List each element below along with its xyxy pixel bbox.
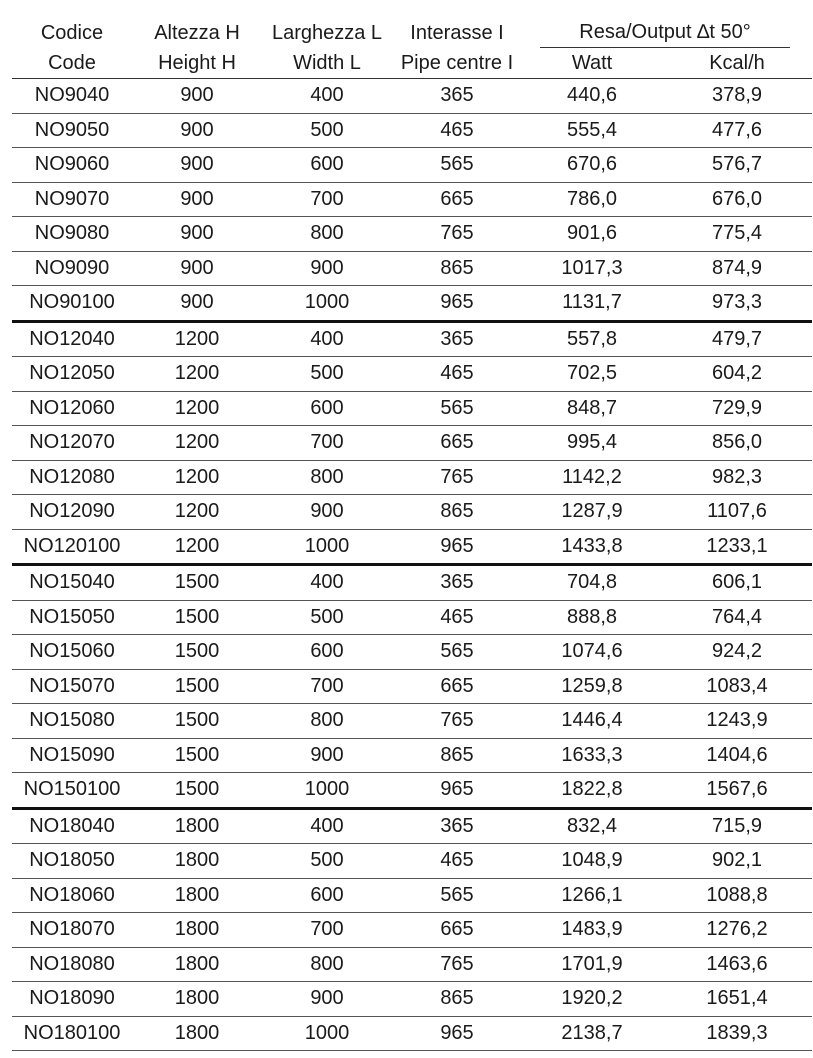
cell-pipe-centre: 665: [392, 426, 522, 461]
table-row: [12, 565, 812, 601]
table-header: [12, 18, 812, 79]
cell-watt: 1483,9: [522, 913, 662, 948]
cell-watt: 1701,9: [522, 947, 662, 982]
cell-kcal: 676,0: [662, 182, 812, 217]
cell-height: 1800: [132, 947, 262, 982]
header-height-it: Altezza H: [154, 22, 240, 44]
cell-width: 800: [262, 217, 392, 252]
cell-pipe-centre: 665: [392, 913, 522, 948]
cell-height: 900: [132, 182, 262, 217]
cell-height: 900: [132, 251, 262, 286]
cell-watt: 1074,6: [522, 635, 662, 670]
cell-height: 1200: [132, 321, 262, 357]
cell-watt: 995,4: [522, 426, 662, 461]
cell-width: 900: [262, 738, 392, 773]
cell-width: 800: [262, 704, 392, 739]
table-row: [12, 495, 812, 530]
cell-code: NO180100: [12, 1016, 132, 1051]
cell-kcal: 1243,9: [662, 704, 812, 739]
spec-table: [12, 18, 812, 1051]
cell-pipe-centre: 365: [392, 321, 522, 357]
header-output-group: [522, 18, 812, 48]
cell-pipe-centre: 965: [392, 1016, 522, 1051]
cell-height: 1800: [132, 982, 262, 1017]
cell-code: NO15080: [12, 704, 132, 739]
cell-code: NO18040: [12, 808, 132, 844]
cell-kcal: 856,0: [662, 426, 812, 461]
cell-pipe-centre: 865: [392, 495, 522, 530]
header-code-it: Codice: [40, 22, 104, 44]
cell-pipe-centre: 565: [392, 635, 522, 670]
cell-watt: 786,0: [522, 182, 662, 217]
table-row: [12, 913, 812, 948]
cell-kcal: 1233,1: [662, 529, 812, 565]
cell-pipe-centre: 665: [392, 182, 522, 217]
cell-kcal: 576,7: [662, 148, 812, 183]
cell-watt: 1920,2: [522, 982, 662, 1017]
cell-code: NO12080: [12, 460, 132, 495]
cell-width: 600: [262, 635, 392, 670]
cell-pipe-centre: 765: [392, 217, 522, 252]
cell-watt: 901,6: [522, 217, 662, 252]
cell-watt: 1266,1: [522, 878, 662, 913]
cell-width: 900: [262, 251, 392, 286]
table-row: [12, 79, 812, 114]
cell-height: 1800: [132, 913, 262, 948]
cell-kcal: 764,4: [662, 600, 812, 635]
header-code-en: Code: [12, 48, 132, 79]
cell-kcal: 477,6: [662, 113, 812, 148]
cell-watt: 704,8: [522, 565, 662, 601]
cell-height: 1500: [132, 565, 262, 601]
cell-code: NO90100: [12, 286, 132, 322]
table-body: [12, 79, 812, 1051]
cell-height: 1500: [132, 669, 262, 704]
cell-width: 400: [262, 808, 392, 844]
table-row: [12, 391, 812, 426]
cell-code: NO9040: [12, 79, 132, 114]
table-row: [12, 148, 812, 183]
table-row: [12, 844, 812, 879]
cell-width: 600: [262, 148, 392, 183]
cell-pipe-centre: 465: [392, 113, 522, 148]
cell-watt: 888,8: [522, 600, 662, 635]
cell-watt: 1287,9: [522, 495, 662, 530]
cell-width: 500: [262, 600, 392, 635]
cell-width: 400: [262, 565, 392, 601]
cell-kcal: 924,2: [662, 635, 812, 670]
cell-code: NO12060: [12, 391, 132, 426]
cell-pipe-centre: 965: [392, 286, 522, 322]
cell-code: NO12090: [12, 495, 132, 530]
cell-pipe-centre: 765: [392, 704, 522, 739]
cell-watt: 1142,2: [522, 460, 662, 495]
header-output-label: Resa/Output ∆t 50°: [540, 18, 790, 48]
header-width-en: Width L: [262, 48, 392, 79]
cell-code: NO18090: [12, 982, 132, 1017]
cell-watt: 1017,3: [522, 251, 662, 286]
cell-height: 1200: [132, 495, 262, 530]
header-pipe-centre-en: Pipe centre I: [392, 48, 522, 79]
cell-watt: 1433,8: [522, 529, 662, 565]
cell-width: 500: [262, 113, 392, 148]
table-row: [12, 600, 812, 635]
cell-pipe-centre: 465: [392, 357, 522, 392]
cell-pipe-centre: 965: [392, 773, 522, 809]
cell-height: 900: [132, 217, 262, 252]
table-row: [12, 286, 812, 322]
cell-kcal: 1088,8: [662, 878, 812, 913]
cell-height: 1200: [132, 529, 262, 565]
table-row: [12, 1016, 812, 1051]
cell-kcal: 902,1: [662, 844, 812, 879]
table-row: [12, 357, 812, 392]
table-row: [12, 251, 812, 286]
cell-pipe-centre: 565: [392, 391, 522, 426]
cell-height: 900: [132, 148, 262, 183]
cell-watt: 1131,7: [522, 286, 662, 322]
cell-width: 800: [262, 460, 392, 495]
cell-code: NO12050: [12, 357, 132, 392]
table-row: [12, 669, 812, 704]
cell-watt: 440,6: [522, 79, 662, 114]
cell-code: NO15040: [12, 565, 132, 601]
cell-code: NO15050: [12, 600, 132, 635]
header-kcal: Kcal/h: [662, 48, 812, 79]
cell-kcal: 775,4: [662, 217, 812, 252]
cell-pipe-centre: 865: [392, 982, 522, 1017]
cell-height: 1500: [132, 773, 262, 809]
table-row: [12, 113, 812, 148]
cell-height: 1200: [132, 426, 262, 461]
cell-width: 700: [262, 426, 392, 461]
cell-height: 1800: [132, 808, 262, 844]
cell-height: 1500: [132, 635, 262, 670]
cell-width: 700: [262, 182, 392, 217]
cell-kcal: 1107,6: [662, 495, 812, 530]
cell-width: 400: [262, 321, 392, 357]
table-row: [12, 460, 812, 495]
table-row: [12, 982, 812, 1017]
cell-pipe-centre: 465: [392, 844, 522, 879]
cell-pipe-centre: 465: [392, 600, 522, 635]
cell-code: NO18070: [12, 913, 132, 948]
cell-kcal: 715,9: [662, 808, 812, 844]
cell-watt: 557,8: [522, 321, 662, 357]
cell-kcal: 1839,3: [662, 1016, 812, 1051]
cell-code: NO12070: [12, 426, 132, 461]
cell-width: 700: [262, 913, 392, 948]
cell-width: 500: [262, 357, 392, 392]
radiator-spec-sheet: [12, 18, 812, 1051]
cell-code: NO9070: [12, 182, 132, 217]
cell-height: 1200: [132, 391, 262, 426]
cell-code: NO120100: [12, 529, 132, 565]
cell-watt: 2138,7: [522, 1016, 662, 1051]
cell-code: NO9060: [12, 148, 132, 183]
header-watt: Watt: [522, 48, 662, 79]
cell-height: 900: [132, 286, 262, 322]
cell-width: 700: [262, 669, 392, 704]
cell-height: 1800: [132, 844, 262, 879]
cell-width: 500: [262, 844, 392, 879]
table-row: [12, 182, 812, 217]
cell-code: NO18050: [12, 844, 132, 879]
cell-pipe-centre: 865: [392, 251, 522, 286]
cell-height: 1200: [132, 357, 262, 392]
cell-width: 1000: [262, 1016, 392, 1051]
header-height-en: Height H: [132, 48, 262, 79]
cell-width: 900: [262, 982, 392, 1017]
table-row: [12, 947, 812, 982]
cell-code: NO15060: [12, 635, 132, 670]
cell-kcal: 378,9: [662, 79, 812, 114]
cell-code: NO18060: [12, 878, 132, 913]
cell-pipe-centre: 365: [392, 79, 522, 114]
cell-pipe-centre: 565: [392, 878, 522, 913]
cell-width: 600: [262, 391, 392, 426]
cell-kcal: 479,7: [662, 321, 812, 357]
cell-width: 800: [262, 947, 392, 982]
cell-pipe-centre: 665: [392, 669, 522, 704]
cell-width: 1000: [262, 286, 392, 322]
cell-watt: 1822,8: [522, 773, 662, 809]
cell-code: NO9050: [12, 113, 132, 148]
cell-watt: 702,5: [522, 357, 662, 392]
table-row: [12, 426, 812, 461]
cell-height: 1500: [132, 704, 262, 739]
cell-watt: 848,7: [522, 391, 662, 426]
header-row-english: [12, 48, 812, 79]
cell-watt: 555,4: [522, 113, 662, 148]
cell-code: NO9090: [12, 251, 132, 286]
cell-pipe-centre: 965: [392, 529, 522, 565]
cell-kcal: 729,9: [662, 391, 812, 426]
cell-watt: 1048,9: [522, 844, 662, 879]
header-row-italian: [12, 18, 812, 48]
cell-code: NO15090: [12, 738, 132, 773]
cell-watt: 1259,8: [522, 669, 662, 704]
cell-kcal: 604,2: [662, 357, 812, 392]
cell-code: NO9080: [12, 217, 132, 252]
cell-kcal: 1567,6: [662, 773, 812, 809]
table-row: [12, 808, 812, 844]
table-row: [12, 635, 812, 670]
cell-code: NO150100: [12, 773, 132, 809]
cell-kcal: 1083,4: [662, 669, 812, 704]
cell-kcal: 1463,6: [662, 947, 812, 982]
cell-code: NO12040: [12, 321, 132, 357]
cell-kcal: 982,3: [662, 460, 812, 495]
cell-kcal: 1404,6: [662, 738, 812, 773]
cell-width: 900: [262, 495, 392, 530]
cell-width: 1000: [262, 773, 392, 809]
cell-kcal: 1276,2: [662, 913, 812, 948]
cell-width: 600: [262, 878, 392, 913]
table-row: [12, 529, 812, 565]
cell-height: 900: [132, 113, 262, 148]
cell-height: 1800: [132, 878, 262, 913]
cell-watt: 832,4: [522, 808, 662, 844]
table-row: [12, 217, 812, 252]
cell-pipe-centre: 565: [392, 148, 522, 183]
cell-pipe-centre: 365: [392, 808, 522, 844]
cell-height: 900: [132, 79, 262, 114]
cell-height: 1800: [132, 1016, 262, 1051]
cell-height: 1500: [132, 738, 262, 773]
table-row: [12, 773, 812, 809]
cell-kcal: 973,3: [662, 286, 812, 322]
cell-pipe-centre: 865: [392, 738, 522, 773]
cell-code: NO15070: [12, 669, 132, 704]
header-pipe-centre-it: Interasse I: [410, 22, 504, 44]
cell-kcal: 874,9: [662, 251, 812, 286]
cell-pipe-centre: 365: [392, 565, 522, 601]
cell-kcal: 606,1: [662, 565, 812, 601]
table-row: [12, 321, 812, 357]
header-width-it: Larghezza L: [271, 22, 383, 44]
cell-watt: 1446,4: [522, 704, 662, 739]
cell-width: 400: [262, 79, 392, 114]
table-row: [12, 704, 812, 739]
table-row: [12, 878, 812, 913]
table-row: [12, 738, 812, 773]
cell-width: 1000: [262, 529, 392, 565]
cell-pipe-centre: 765: [392, 947, 522, 982]
cell-pipe-centre: 765: [392, 460, 522, 495]
cell-kcal: 1651,4: [662, 982, 812, 1017]
cell-height: 1500: [132, 600, 262, 635]
cell-watt: 1633,3: [522, 738, 662, 773]
cell-code: NO18080: [12, 947, 132, 982]
cell-watt: 670,6: [522, 148, 662, 183]
cell-height: 1200: [132, 460, 262, 495]
